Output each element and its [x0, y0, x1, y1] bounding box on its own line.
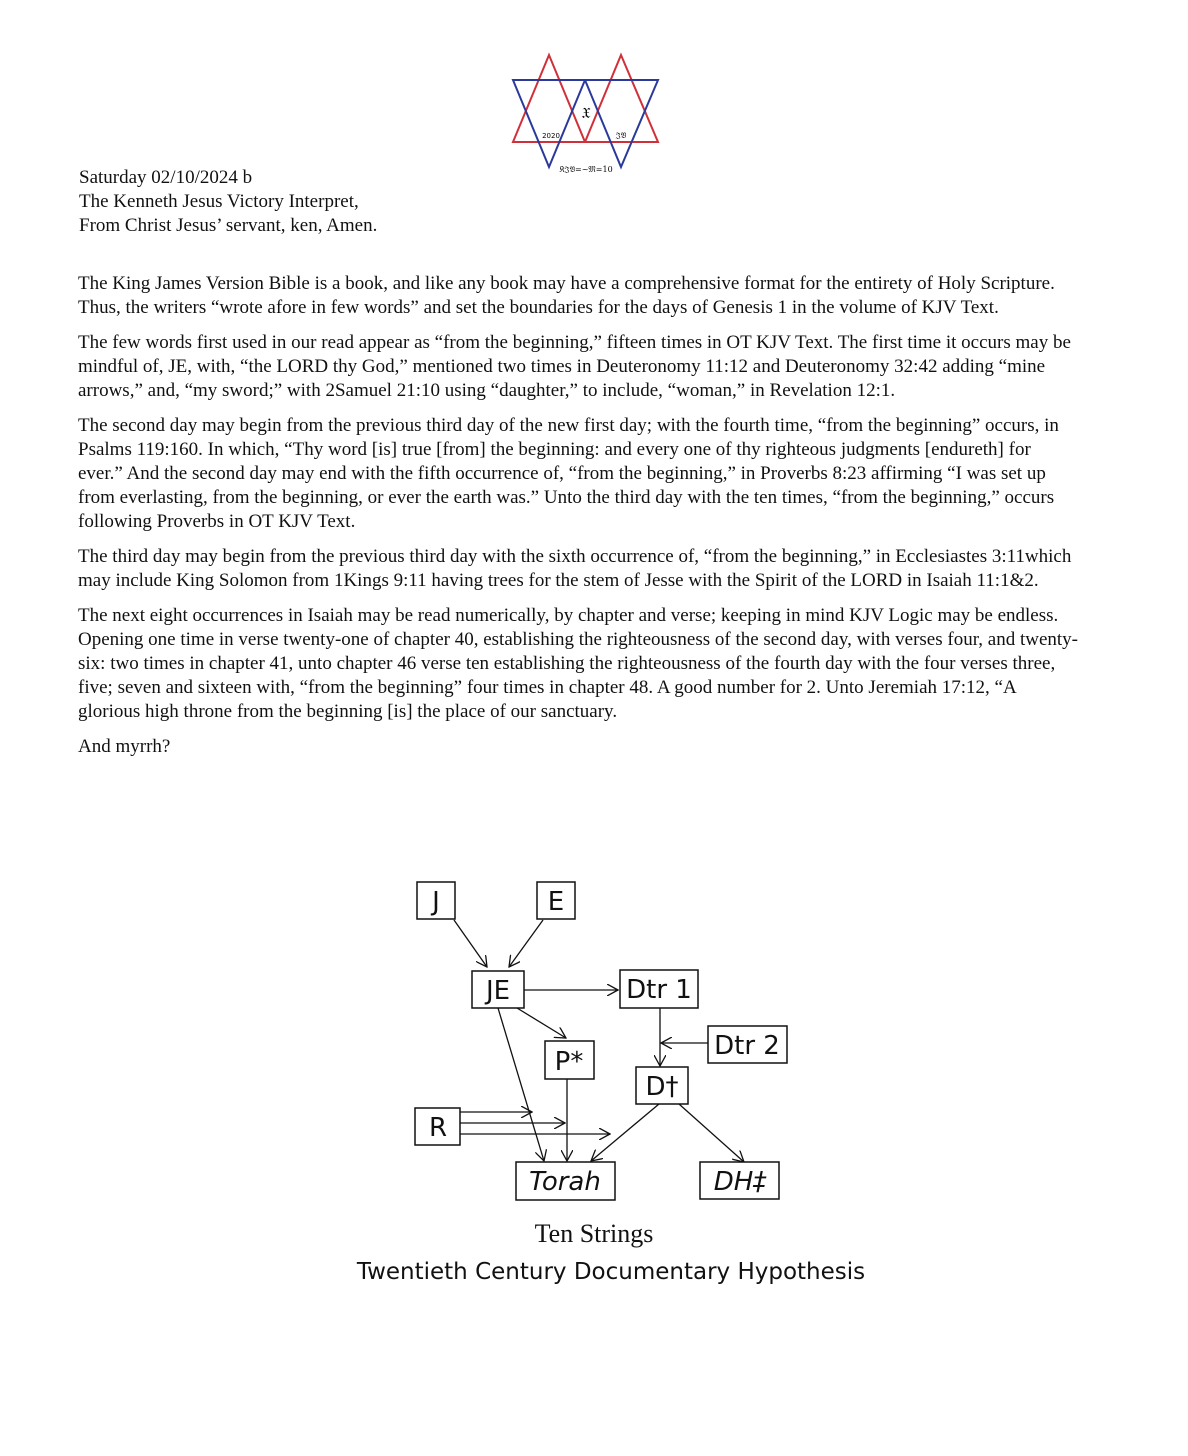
- star-logo: [508, 50, 664, 178]
- logo-bottom-label: 𝔎𝔍𝔙=~𝔐=10: [559, 165, 613, 174]
- blue-triangle-left: [513, 80, 585, 167]
- node-j-label: J: [432, 887, 440, 917]
- paragraph: The third day may begin from the previous third day with the sixth occurrence of, “from the beginning,” in Ecclesiastes 3:11which may include King Solomon from 1Kings 9:11 having trees for the stem of Jesse with the Spirit of the LORD in Isaiah 11:1&2.: [78, 546, 1072, 591]
- node-p-label: P*: [554, 1047, 584, 1077]
- logo-right-label: 𝔍𝔙: [615, 131, 627, 140]
- arrow-je-p: [517, 1008, 566, 1038]
- header-date: Saturday 02/10/2024 b: [79, 167, 253, 188]
- arrow-je-torah: [498, 1008, 544, 1161]
- diagram-arrows: [454, 920, 744, 1162]
- node-r-label: R: [428, 1113, 448, 1143]
- red-triangle-left: [513, 55, 585, 142]
- arrow-d-dh: [679, 1104, 744, 1162]
- paragraph: The next eight occurrences in Isaiah may be read numerically, by chapter and verse; keeping in mind KJV Logic may be endless. Opening one time in verse twenty-one of chapter 40, establishing the righteousness of the second day, with verses four, and twenty-six: two times in chapter 41, unto chapter 46 verse ten establishing the righteousness of the fourth day with the four verses three, five; seven and sixteen with, “from the beginning” four times in chapter 48. A good number for 2. Unto Jeremiah 17:12, “A glorious high throne from the beginning [is] the place of our sanctuary.: [78, 605, 1078, 722]
- blue-triangle-right: [585, 80, 658, 167]
- logo-left-label: 2020: [542, 132, 560, 140]
- node-dh-label: DH‡: [713, 1167, 767, 1197]
- caption-documentary-hypothesis: Twentieth Century Documentary Hypothesis: [356, 1259, 866, 1285]
- red-triangle-right: [585, 55, 658, 142]
- arrow-d-torah: [591, 1104, 659, 1161]
- node-dtr2-label: Dtr 2: [714, 1031, 780, 1061]
- body-text: [78, 272, 1078, 770]
- arrow-e-je: [509, 920, 543, 967]
- paragraph: The King James Version Bible is a book, and like any book may have a comprehensive format for the entirety of Holy Scripture. Thus, the writers “wrote afore in few words” and set the boundaries for the days of Genesis 1 in the volume of KJV Text.: [78, 273, 1055, 318]
- node-dtr1-label: Dtr 1: [626, 975, 692, 1005]
- documentary-hypothesis-diagram: [405, 872, 805, 1207]
- header-title: The Kenneth Jesus Victory Interpret,: [79, 191, 359, 212]
- logo-center-glyph: 𝔛: [581, 104, 591, 122]
- caption-ten-strings: Ten Strings: [534, 1219, 654, 1248]
- arrow-j-je: [454, 920, 487, 967]
- header-author: From Christ Jesus’ servant, ken, Amen.: [79, 215, 378, 236]
- paragraph: The second day may begin from the previous third day of the new first day; with the fourth time, “from the beginning” occurs, in Psalms 119:160. In which, “Thy word [is] true [from] the beginning: and every one of thy righteous judgments [endureth] for ever.” And the second day may end with the fifth occurrence of, “from the beginning,” in Proverbs 8:23 affirming “I was set up from everlasting, from the beginning, or ever the earth was.” Unto the third day with the ten times, “from the beginning,” occurs following Proverbs in OT KJV Text.: [78, 415, 1059, 532]
- letter-header: [79, 166, 377, 238]
- node-d-label: D†: [645, 1072, 679, 1102]
- node-e-label: E: [547, 887, 565, 917]
- node-je-label: JE: [485, 976, 511, 1006]
- paragraph: The few words first used in our read appear as “from the beginning,” fifteen times in OT KJV Text. The first time it occurs may be mindful of, JE, with, “the LORD thy God,” mentioned two times in Deuteronomy 11:12 and Deuteronomy 32:42 adding “mine arrows,” and, “my sword;” with 2Samuel 21:10 using “daughter,” to include, “woman,” in Revelation 12:1.: [78, 332, 1071, 401]
- paragraph: And myrrh?: [78, 736, 171, 757]
- node-torah-label: Torah: [529, 1167, 601, 1197]
